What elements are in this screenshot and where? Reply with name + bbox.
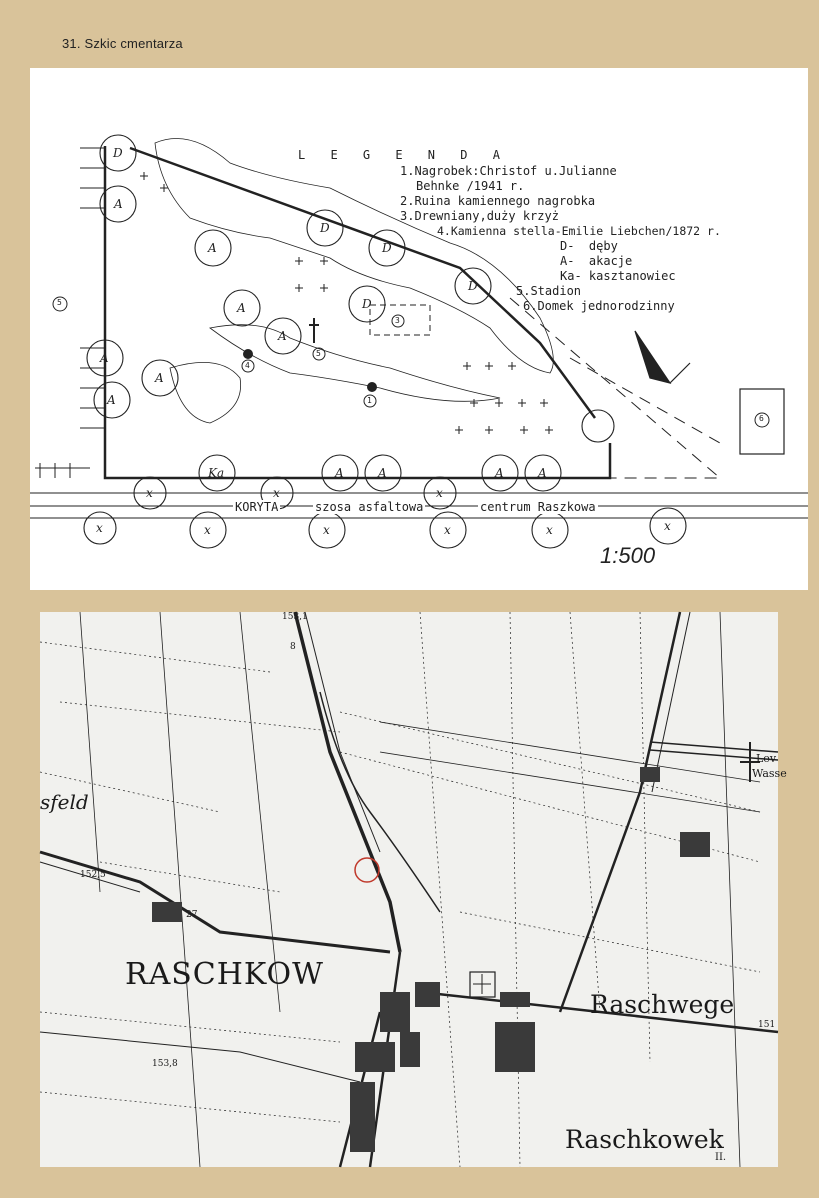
svg-text:x: x <box>204 523 211 537</box>
svg-text:A: A <box>107 393 116 407</box>
marker-1: 1 <box>367 396 372 405</box>
legend-title: L E G E N D A <box>298 148 509 162</box>
svg-text:A: A <box>100 351 109 365</box>
svg-text:D: D <box>113 146 123 160</box>
marker-3: 3 <box>395 316 400 325</box>
map-elevation-4: 153,1 <box>282 612 308 622</box>
svg-text:A: A <box>155 371 164 385</box>
scale-label: 1:500 <box>600 543 656 568</box>
map-label-raschwege: Raschwege <box>590 990 735 1019</box>
legend-chestnut: Ka- kasztanowiec <box>560 269 676 283</box>
map-number-27: 27 <box>186 910 198 920</box>
map-elevation-1: 152,5 <box>80 870 106 880</box>
legend-item-1: 1.Nagrobek:Christof u.Julianne <box>400 164 617 178</box>
svg-text:x: x <box>323 523 330 537</box>
svg-text:x: x <box>444 523 451 537</box>
map-label-lev: Lev <box>756 752 777 765</box>
marker-6: 6 <box>759 414 764 423</box>
svg-text:D: D <box>468 279 478 293</box>
cemetery-sketch <box>30 68 808 590</box>
map-drawing <box>40 612 778 1167</box>
marker-5: 5 <box>316 349 321 358</box>
page-title: 31. Szkic cmentarza <box>62 36 183 51</box>
svg-text:A: A <box>114 197 123 211</box>
svg-text:D: D <box>320 221 330 235</box>
road-label-centrum: centrum Raszkowa <box>480 500 596 514</box>
svg-text:x: x <box>664 519 671 533</box>
road-label-szosa: szosa asfaltowa <box>315 500 424 514</box>
legend-item-3: 3.Drewniany,duży krzyż <box>400 209 559 223</box>
north-arrow <box>635 331 670 383</box>
west-road <box>40 852 390 952</box>
legend-item-2: 2.Ruina kamiennego nagrobka <box>400 194 596 208</box>
legend-item-1-cont: Behnke /1941 r. <box>416 179 525 193</box>
main-road <box>295 612 400 952</box>
svg-text:x: x <box>436 486 443 500</box>
legend-oak: D- dęby <box>560 239 618 253</box>
grave-4-marker <box>243 349 253 359</box>
map-label-field: sfeld <box>40 790 89 814</box>
map-elevation-2: 153,8 <box>152 1059 178 1069</box>
wooden-cross <box>309 318 319 343</box>
map-number-8: 8 <box>290 642 296 652</box>
map-label-raschkow: RASCHKOW <box>125 957 324 992</box>
svg-text:A: A <box>335 466 344 480</box>
svg-text:x: x <box>146 486 153 500</box>
legend-item-5: 5.Stadion <box>516 284 582 298</box>
svg-text:x: x <box>273 486 280 500</box>
svg-text:A: A <box>237 301 246 315</box>
svg-text:A: A <box>378 466 387 480</box>
marker-4: 4 <box>245 361 250 370</box>
legend-item-4: 4.Kamienna stella-Emilie Liebchen/1872 r. <box>437 224 721 238</box>
road-label-koryta: KORYTA <box>235 500 279 514</box>
svg-text:A: A <box>208 241 217 255</box>
map-label-wasse: Wasse <box>752 767 787 780</box>
svg-text:D: D <box>362 297 372 311</box>
marker-stadion: 5 <box>57 298 62 307</box>
legend-acacia: A- akacje <box>560 254 633 268</box>
north-road <box>560 612 680 1012</box>
map-elevation-3: 151 <box>758 1020 776 1030</box>
map-label-roman: II. <box>715 1152 727 1163</box>
svg-text:A: A <box>278 329 287 343</box>
cemetery-fence-diagonal <box>130 148 595 418</box>
grave-1-marker <box>367 382 377 392</box>
svg-text:Ka: Ka <box>208 466 225 480</box>
svg-text:x: x <box>546 523 553 537</box>
svg-text:A: A <box>495 466 504 480</box>
legend-item-6: 6.Domek jednorodzinny <box>523 299 675 313</box>
svg-text:A: A <box>538 466 547 480</box>
tree-symbols <box>84 135 686 548</box>
map-label-raschkowek: Raschkowek <box>565 1125 724 1154</box>
svg-text:D: D <box>382 241 392 255</box>
svg-text:x: x <box>96 521 103 535</box>
historic-map <box>40 612 787 1167</box>
